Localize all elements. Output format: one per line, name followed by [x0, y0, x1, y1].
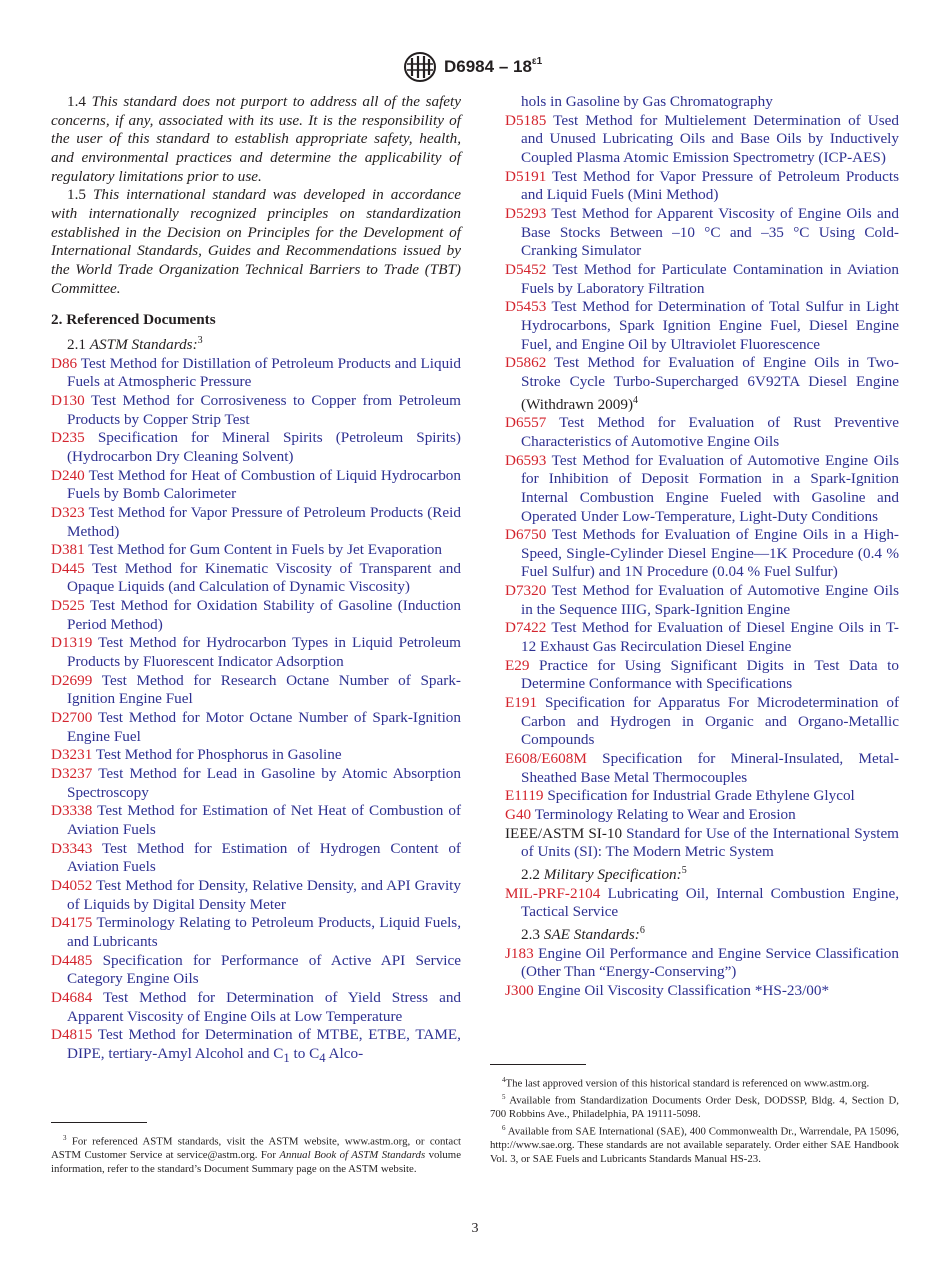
- standard-entry: [51, 746, 461, 765]
- standard-title-link[interactable]: Test Method for Determination of Yield Stress and Apparent Viscosity of Engine Oils at Low Temperature: [67, 988, 462, 1025]
- standard-code-link[interactable]: J300: [505, 982, 534, 1000]
- standard-title-link[interactable]: Test Method for Vapor Pressure of Petroleum Products (Reid Method): [67, 503, 461, 540]
- footnote-rule: [51, 1122, 147, 1123]
- standard-code-link[interactable]: D4485: [51, 951, 93, 969]
- standard-code-link[interactable]: MIL-PRF-2104: [505, 884, 601, 902]
- standard-entry: [505, 982, 899, 1001]
- standard-title-link[interactable]: Test Method for Corrosiveness to Copper from Petroleum Products by Copper Strip Test: [67, 391, 461, 428]
- standard-entry-d5862: [505, 354, 899, 414]
- standard-entry: [505, 945, 899, 982]
- standard-entry: [51, 989, 461, 1026]
- page-header: [0, 52, 950, 84]
- right-column: [505, 93, 899, 1001]
- left-column: [51, 93, 461, 1068]
- standard-entry: [505, 619, 899, 656]
- standard-entry: [505, 414, 899, 451]
- subsection-2-1: 2.1 ASTM Standards:$^3$: [67, 334, 203, 353]
- standard-entry: [505, 168, 899, 205]
- standard-code-link[interactable]: D240: [51, 466, 85, 484]
- astm-standards-list-cont-2: [505, 414, 899, 824]
- standard-title-link[interactable]: Test Method for Evaluation of Engine Oils in Two-Stroke Cycle Turbo-Supercharged 6V92TA Diesel Engine: [521, 354, 899, 390]
- standard-entry: [51, 355, 461, 392]
- standard-entry: [51, 914, 461, 951]
- paragraph-1-5: 1.5 This international standard was developed in accordance with internationally recognized principles on standardization established in the Decision on Principles for the Development of International Standards, Guides and Recommendations issued by the World Trade Organization Technical Barriers to Trade (TBT) Committee.: [51, 186, 462, 297]
- standard-entry: [51, 560, 461, 597]
- footnote-4: $^4$The last approved version of this historical standard is referenced on www.astm.org.: [502, 1076, 870, 1090]
- standard-title-link[interactable]: Test Method for Estimation of Hydrogen Content of Aviation Fuels: [67, 839, 461, 876]
- standard-entry: [51, 765, 461, 802]
- standard-code-link[interactable]: E1119: [505, 787, 544, 805]
- standard-title-link[interactable]: Specification for Mineral-Insulated, Metal-Sheathed Base Metal Thermocouples: [521, 750, 900, 786]
- standard-title-link[interactable]: Test Method for Lead in Gasoline by Atomic Absorption Spectroscopy: [67, 765, 461, 801]
- standard-entry: [505, 750, 899, 787]
- standard-entry: [51, 504, 461, 541]
- standard-code-link[interactable]: D3343: [51, 839, 93, 857]
- sae-standards-list: [505, 945, 899, 1001]
- standard-code-link[interactable]: D3338: [51, 802, 93, 820]
- standard-entry: [505, 582, 899, 619]
- standard-title-link[interactable]: Test Method for Multielement Determination of Used and Unused Lubricating Oils and Base Oils by Inductively Coupled Plasma Atomic Emission Spectrometry (ICP-AES): [521, 111, 899, 166]
- standard-code-link[interactable]: D6593: [505, 451, 547, 469]
- standard-entry: [505, 787, 899, 806]
- standard-title-link[interactable]: Test Method for Determination of MTBE, ETBE, TAME, DIPE, tertiary-Amyl Alcohol and $C_1$ to $C_4$ Alco-: [67, 1026, 461, 1065]
- standard-code-link[interactable]: J183: [505, 944, 534, 962]
- standard-code-link[interactable]: D525: [51, 597, 85, 615]
- standard-title-link[interactable]: Test Method for Evaluation of Automotive Engine Oils for Inhibition of Deposit Formation in a Spark-Ignition Internal Combustion Engine Fueled with Gasoline and Operated Under Low-Temperature, Light-Duty Conditions: [521, 451, 899, 525]
- standard-title-link[interactable]: Test Method for Evaluation of Diesel Engine Oils in T-12 Exhaust Gas Recirculation Diesel Engine: [521, 619, 899, 656]
- standard-entry: [51, 877, 461, 914]
- standard-title-link[interactable]: Test Method for Oxidation Stability of Gasoline (Induction Period Method): [67, 597, 461, 633]
- standard-title-link[interactable]: Engine Oil Performance and Engine Service Classification (Other Than “Energy-Conserving”): [521, 944, 899, 981]
- standard-code-link[interactable]: D5185: [505, 111, 547, 129]
- standard-entry: [505, 112, 899, 168]
- standard-code-link[interactable]: E191: [505, 694, 538, 712]
- withdrawn-note: (Withdrawn 2009)$^4$: [521, 394, 638, 413]
- standard-title-link[interactable]: Terminology Relating to Wear and Erosion: [534, 806, 796, 823]
- standard-code-link[interactable]: D5191: [505, 167, 547, 185]
- standard-entry: [51, 802, 461, 839]
- standard-code-link[interactable]: D7422: [505, 619, 547, 637]
- astm-standards-list-cont: [505, 112, 899, 355]
- standard-code-link[interactable]: D5453: [505, 298, 547, 316]
- standard-title-link[interactable]: Test Method for Research Octane Number of Spark-Ignition Engine Fuel: [67, 671, 461, 708]
- standard-title-link[interactable]: Test Method for Kinematic Viscosity of Transparent and Opaque Liquids (and Calculation of Dynamic Viscosity): [67, 559, 461, 596]
- standard-title-link[interactable]: Specification for Performance of Active API Service Category Engine Oils: [67, 951, 462, 988]
- standard-title-link[interactable]: Test Method for Gum Content in Fuels by Jet Evaporation: [88, 541, 442, 559]
- standard-entry: [505, 694, 899, 750]
- standard-entry: [505, 205, 899, 261]
- page-number: 3: [471, 1221, 479, 1236]
- standard-entry: [505, 452, 899, 527]
- standard-title-link[interactable]: Test Method for Determination of Total Sulfur in Light Hydrocarbons, Spark Ignition Engine Fuel, Diesel Engine Fuel, and Engine Oil by Ultraviolet Fluorescence: [521, 298, 899, 353]
- standard-title-link[interactable]: Specification for Apparatus For Microdetermination of Carbon and Hydrogen in Organic and Organo-Metallic Compounds: [521, 694, 899, 749]
- standard-title-link[interactable]: Test Method for Density, Relative Density, and API Gravity of Liquids by Digital Density Meter: [67, 876, 461, 913]
- standard-code-link[interactable]: D2700: [51, 709, 93, 727]
- standard-code: IEEE/ASTM SI-10: [505, 824, 623, 842]
- standard-title-link[interactable]: Standard for Use of the International System of Units (SI): The Modern Metric System: [521, 824, 900, 861]
- standard-code-link[interactable]: G40: [505, 806, 532, 823]
- standard-code-link[interactable]: D3231: [51, 746, 93, 764]
- standard-code-link[interactable]: D445: [51, 559, 85, 577]
- standard-code-link[interactable]: D381: [51, 541, 85, 559]
- standard-code-link[interactable]: D3237: [51, 765, 93, 783]
- standard-designation: $D6984 - 18^{\varepsilon 1}$: [444, 56, 543, 76]
- standard-code-link[interactable]: D4815: [51, 1026, 93, 1044]
- standard-title-link[interactable]: Test Method for Motor Octane Number of Spark-Ignition Engine Fuel: [67, 709, 461, 745]
- standard-title-link[interactable]: Test Methods for Evaluation of Engine Oils in a High-Speed, Single-Cylinder Diesel Engine—1K Procedure (0.4 % Fuel Sulfur) and 1N Procedure (0.04 % Fuel Sulfur): [521, 526, 899, 581]
- standard-entry: [505, 298, 899, 354]
- standard-code-link[interactable]: D130: [51, 391, 85, 409]
- astm-logo-icon: [402, 52, 438, 82]
- standard-entry-ieee: [505, 825, 899, 862]
- standard-entry: [51, 429, 461, 466]
- astm-standards-list: [51, 355, 461, 1027]
- standard-code-link[interactable]: D6750: [505, 526, 547, 544]
- section-title: 2. Referenced Documents: [51, 311, 216, 329]
- footnotes-left: [51, 1122, 461, 1176]
- standard-entry: [505, 526, 899, 582]
- footnotes-right: [490, 1064, 899, 1166]
- standard-title-link[interactable]: Test Method for Phosphorus in Gasoline: [95, 746, 342, 764]
- standard-entry: [51, 952, 461, 989]
- standard-entry: [51, 672, 461, 709]
- standard-title-link[interactable]: Lubricating Oil, Internal Combustion Engine, Tactical Service: [521, 884, 900, 921]
- standard-title-link[interactable]: Test Method for Apparent Viscosity of Engine Oils and Base Stocks Between –10 °C and –35 °C Using Cold-Cranking Simulator: [521, 204, 899, 260]
- footnote-6: $^6$ Available from SAE International (SAE), 400 Commonwealth Dr., Warrendale, PA 15096, http://www.sae.org. These standards are not available separately. Order either SAE Handbook Vol. 3, or SAE Fuels and Lubricants Standards Manual HS-23.: [490, 1123, 900, 1165]
- standard-code-link[interactable]: D86: [51, 354, 78, 372]
- standard-code-link[interactable]: D4684: [51, 988, 93, 1006]
- standard-code-link[interactable]: D7320: [505, 582, 547, 600]
- standard-title-link[interactable]: Test Method for Evaluation of Automotive Engine Oils in the Sequence IIIG, Spark-Ignition Engine: [521, 582, 899, 618]
- standard-entry-d4815: [51, 1026, 461, 1067]
- standard-title-link[interactable]: Specification for Industrial Grade Ethylene Glycol: [547, 787, 855, 805]
- footnote-3: $^3$ For referenced ASTM standards, visit the ASTM website, www.astm.org, or contact ASTM Customer Service at service@astm.org. For Annual Book of ASTM Standards volume information, refer to the standard’s Document Summary page on the ASTM website.: [51, 1134, 461, 1175]
- standard-entry-mil: [505, 885, 899, 922]
- d4815-continuation[interactable]: hols in Gasoline by Gas Chromatography: [521, 93, 773, 110]
- standard-entry: [505, 657, 899, 694]
- standard-entry: [51, 541, 461, 560]
- standard-entry: [51, 597, 461, 634]
- standard-title-link[interactable]: Test Method for Particulate Contamination in Aviation Fuels by Laboratory Filtration: [521, 260, 899, 297]
- standard-title-link[interactable]: Test Method for Heat of Combustion of Liquid Hydrocarbon Fuels by Bomb Calorimeter: [67, 466, 461, 503]
- paragraph-1-4: 1.4 This standard does not purport to address all of the safety concerns, if any, associated with its use. It is the responsibility of the user of this standard to establish appropriate safety, health, and environmental practices and determine the applicability of regulatory limitations prior to use.: [51, 93, 462, 185]
- standard-code-link[interactable]: E608/E608M: [505, 750, 587, 768]
- standard-code-link[interactable]: D5293: [505, 204, 547, 222]
- standard-title-link[interactable]: Test Method for Estimation of Net Heat of Combustion of Aviation Fuels: [67, 802, 461, 838]
- standard-title-link[interactable]: Test Method for Distillation of Petroleum Products and Liquid Fuels at Atmospheric Pressure: [67, 354, 461, 391]
- standard-code-link[interactable]: D323: [51, 503, 85, 521]
- standard-code-link[interactable]: D235: [51, 429, 85, 447]
- standard-entry: [51, 634, 461, 671]
- standard-entry: [51, 392, 461, 429]
- standard-code-link[interactable]: D2699: [51, 671, 93, 689]
- standard-entry: [505, 261, 899, 298]
- footnote-5: $^5$ Available from Standardization Documents Order Desk, DODSSP, Bldg. 4, Section D, 700 Robbins Ave., Philadelphia, PA 19111-5098.: [490, 1093, 899, 1121]
- subsection-2-2: 2.2 Military Specification:$^5$: [521, 864, 687, 884]
- standard-code-link[interactable]: D4175: [51, 914, 93, 932]
- standard-code-link[interactable]: D6557: [505, 414, 547, 432]
- standard-title-link[interactable]: Test Method for Evaluation of Rust Preventive Characteristics of Automotive Engine Oils: [521, 414, 899, 450]
- standard-title-link[interactable]: Terminology Relating to Petroleum Products, Liquid Fuels, and Lubricants: [67, 914, 462, 950]
- standard-entry: [51, 467, 461, 504]
- standard-entry: [505, 806, 899, 825]
- standard-code-link[interactable]: D5862: [505, 354, 547, 372]
- standard-title-link[interactable]: Engine Oil Viscosity Classification *HS-23/00*: [537, 982, 830, 1000]
- standard-entry: [51, 709, 461, 746]
- footnote-rule: [490, 1064, 586, 1065]
- standard-title-link[interactable]: Test Method for Vapor Pressure of Petroleum Products and Liquid Fuels (Mini Method): [521, 167, 899, 204]
- standard-code-link[interactable]: D5452: [505, 260, 547, 278]
- standard-title-link[interactable]: Specification for Mineral Spirits (Petroleum Spirits) (Hydrocarbon Dry Cleaning Solvent): [67, 429, 461, 465]
- standard-title-link[interactable]: Practice for Using Significant Digits in Test Data to Determine Conformance with Specifications: [521, 656, 899, 693]
- standard-entry: [51, 840, 461, 877]
- standard-title-link[interactable]: Test Method for Hydrocarbon Types in Liquid Petroleum Products by Fluorescent Indicator Adsorption: [67, 634, 462, 671]
- subsection-2-3: 2.3 SAE Standards:$^6$: [521, 925, 645, 944]
- standard-code-link[interactable]: E29: [505, 656, 530, 674]
- standard-code-link[interactable]: D4052: [51, 876, 93, 894]
- standard-code-link[interactable]: D1319: [51, 634, 93, 652]
